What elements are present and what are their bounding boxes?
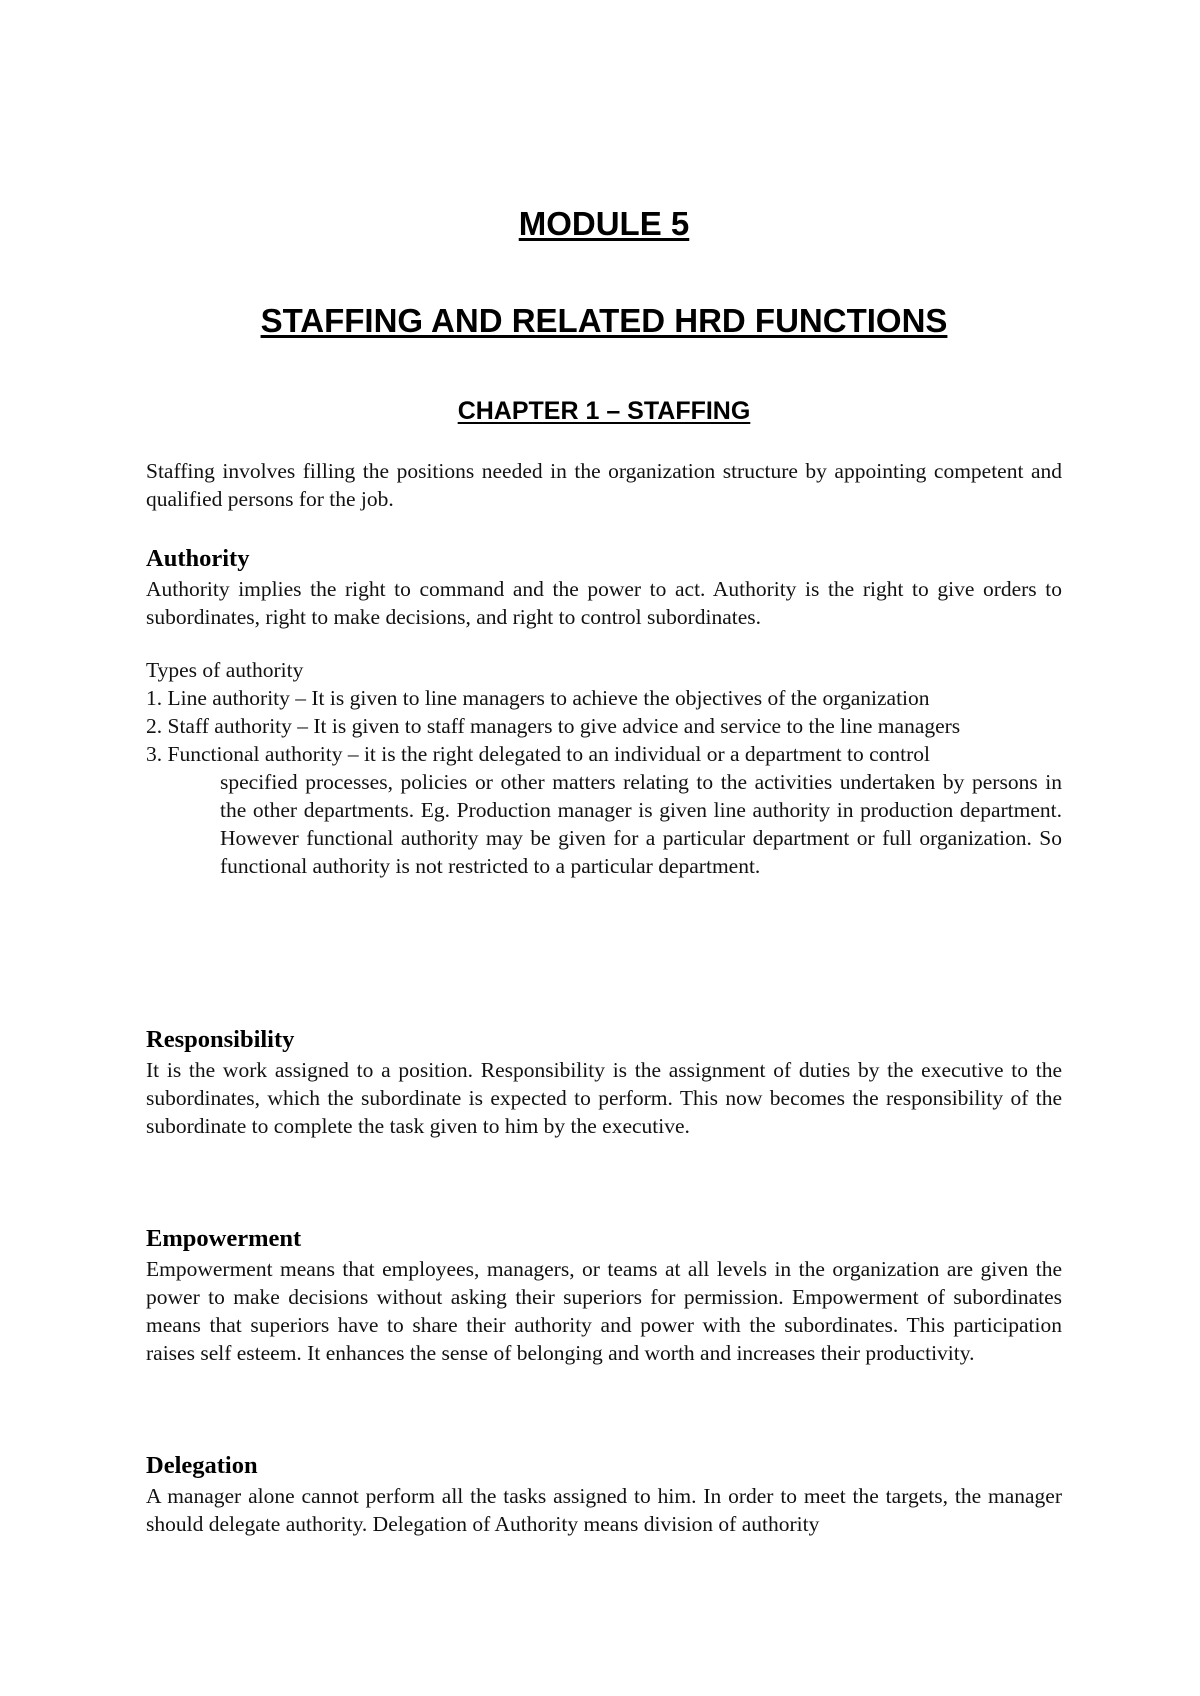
authority-type-functional-detail: specified processes, policies or other matters relating to the activities undertaken by persons in the other departments. Eg. Production manager is given line authority in production department. However functional authority may be given for a particular department or full organization. So functional authority is not restricted to a particular department. — [220, 770, 1062, 878]
authority-title: Authority — [146, 545, 250, 572]
authority-type-line: 1. Line authority – It is given to line managers to achieve the objectives of the organization — [146, 686, 930, 710]
authority-section — [146, 543, 1062, 631]
delegation-section — [146, 1450, 1062, 1538]
delegation-title: Delegation — [146, 1452, 258, 1479]
responsibility-title: Responsibility — [146, 1026, 295, 1053]
document-page — [146, 0, 1062, 1696]
authority-types-list — [146, 656, 1062, 880]
authority-paragraph: Authority implies the right to command and the power to act. Authority is the right to give orders to subordinates, right to make decisions, and right to control subordinates. — [146, 577, 1062, 629]
delegation-paragraph: A manager alone cannot perform all the tasks assigned to him. In order to meet the targets, the manager should delegate authority. Delegation of Authority means division of authority — [146, 1484, 1062, 1536]
empowerment-title: Empowerment — [146, 1225, 302, 1252]
intro-section — [146, 457, 1062, 513]
empowerment-paragraph: Empowerment means that employees, managers, or teams at all levels in the organization are given the power to make decisions without asking their superiors for permission. Empowerment of subordinates means that superiors have to share their authority and power with the subordinates. This participation raises self esteem. It enhances the sense of belonging and worth and increases their productivity. — [146, 1257, 1062, 1365]
empowerment-section — [146, 1223, 1062, 1367]
authority-type-functional: 3. Functional authority – it is the right delegated to an individual or a department to control — [146, 742, 930, 766]
intro-paragraph: Staffing involves filling the positions needed in the organization structure by appointing competent and qualified persons for the job. — [146, 459, 1062, 511]
module-heading: MODULE 5 — [518, 205, 690, 242]
responsibility-section — [146, 1024, 1062, 1140]
authority-type-staff: 2. Staff authority – It is given to staff managers to give advice and service to the line managers — [146, 714, 961, 738]
authority-types-label: Types of authority — [146, 658, 304, 682]
chapter-heading: CHAPTER 1 – STAFFING — [457, 397, 751, 425]
responsibility-paragraph: It is the work assigned to a position. Responsibility is the assignment of duties by the executive to the subordinates, which the subordinate is expected to perform. This now becomes the responsibility of the subordinate to complete the task given to him by the executive. — [146, 1058, 1062, 1138]
topic-heading: STAFFING AND RELATED HRD FUNCTIONS — [260, 302, 948, 339]
